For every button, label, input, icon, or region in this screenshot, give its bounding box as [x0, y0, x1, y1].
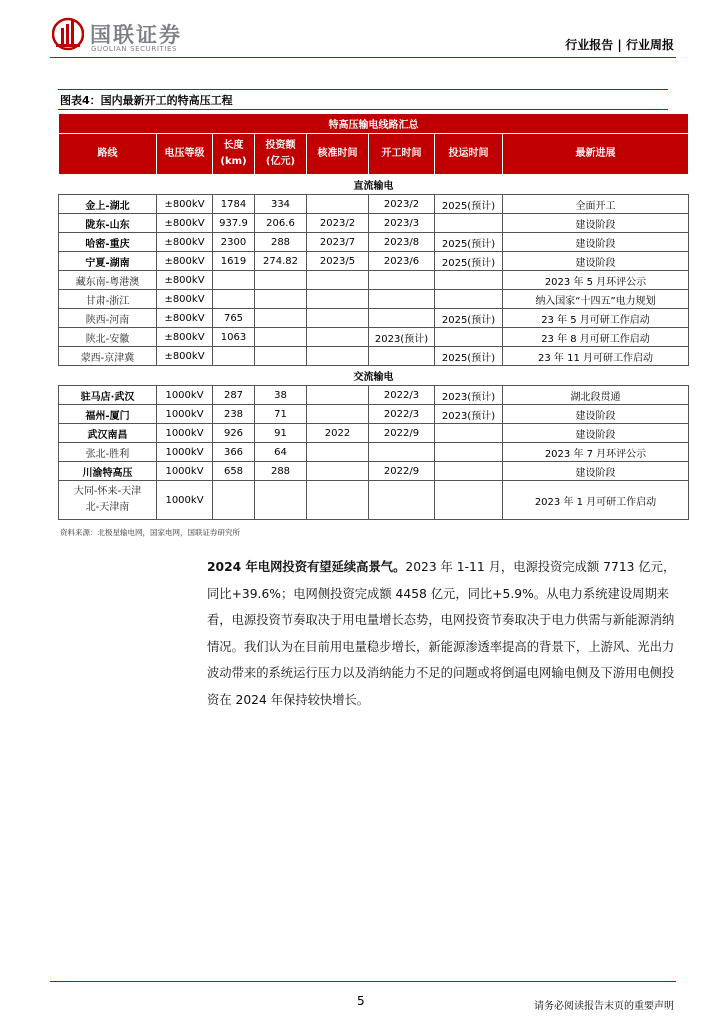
- approval-cell: [307, 405, 369, 424]
- route-cell: 陕西-河南: [59, 309, 157, 328]
- table-row: [59, 443, 689, 462]
- investment-cell: 64: [255, 443, 307, 462]
- report-type: 行业报告 | 行业周报: [565, 38, 674, 52]
- route-cell: 金上-湖北: [59, 195, 157, 214]
- investment-cell: 288: [255, 233, 307, 252]
- length-cell: [213, 271, 255, 290]
- voltage-cell: 1000kV: [157, 481, 213, 520]
- approval-cell: [307, 443, 369, 462]
- operation-cell: [435, 443, 503, 462]
- route-cell: 哈密-重庆: [59, 233, 157, 252]
- col-voltage: 电压等级: [157, 134, 213, 175]
- voltage-cell: 1000kV: [157, 405, 213, 424]
- progress-cell: 建设阶段: [503, 233, 689, 252]
- col-start-date: 开工时间: [369, 134, 435, 175]
- route-cell: 川渝特高压: [59, 462, 157, 481]
- figure-title-rule: [58, 109, 668, 110]
- section-row-dc: [59, 175, 689, 195]
- start-cell: [369, 309, 435, 328]
- company-logo: [52, 16, 192, 56]
- operation-cell: [435, 462, 503, 481]
- voltage-cell: 1000kV: [157, 443, 213, 462]
- length-cell: 1619: [213, 252, 255, 271]
- operation-cell: [435, 328, 503, 347]
- table-title-row: [59, 114, 689, 134]
- length-cell: 1784: [213, 195, 255, 214]
- operation-cell: 2025(预计): [435, 233, 503, 252]
- length-cell: 366: [213, 443, 255, 462]
- route-cell: 大同-怀来-天津 北-天津南: [59, 481, 157, 520]
- investment-cell: 38: [255, 386, 307, 405]
- voltage-cell: ±800kV: [157, 271, 213, 290]
- progress-cell: 23 年 8 月可研工作启动: [503, 328, 689, 347]
- route-cell: 陇东-山东: [59, 214, 157, 233]
- start-cell: 2023/2: [369, 195, 435, 214]
- logo-english-name: GUOLIAN SECURITIES: [91, 45, 178, 53]
- table-title: 特高压输电线路汇总: [59, 114, 689, 134]
- header-divider: [50, 57, 676, 58]
- source-note: 资料来源：北极星输电网，国家电网，国联证券研究所: [60, 528, 240, 537]
- figure-top-rule: [58, 89, 668, 90]
- route-cell: 福州-厦门: [59, 405, 157, 424]
- progress-cell: 建设阶段: [503, 252, 689, 271]
- operation-cell: 2025(预计): [435, 347, 503, 366]
- progress-cell: 建设阶段: [503, 405, 689, 424]
- voltage-cell: ±800kV: [157, 290, 213, 309]
- voltage-cell: ±800kV: [157, 214, 213, 233]
- route-cell: 藏东南-粤港澳: [59, 271, 157, 290]
- operation-cell: 2023(预计): [435, 405, 503, 424]
- table-row: [59, 481, 689, 520]
- investment-cell: [255, 271, 307, 290]
- length-cell: 658: [213, 462, 255, 481]
- route-cell: 陕北-安徽: [59, 328, 157, 347]
- approval-cell: [307, 195, 369, 214]
- approval-cell: 2022: [307, 424, 369, 443]
- table-header-row: [59, 134, 689, 175]
- investment-cell: [255, 309, 307, 328]
- length-cell: 926: [213, 424, 255, 443]
- approval-cell: [307, 271, 369, 290]
- start-cell: 2022/3: [369, 405, 435, 424]
- length-cell: 287: [213, 386, 255, 405]
- progress-cell: 23 年 5 月可研工作启动: [503, 309, 689, 328]
- table-row: [59, 347, 689, 366]
- logo-chinese-name: 国联证券: [90, 23, 182, 47]
- dc-rows: [59, 195, 689, 366]
- investment-cell: 91: [255, 424, 307, 443]
- route-cell: 蒙西-京津冀: [59, 347, 157, 366]
- operation-cell: 2025(预计): [435, 195, 503, 214]
- logo-mark-icon: [52, 16, 84, 52]
- table-row: [59, 309, 689, 328]
- table-row: [59, 214, 689, 233]
- table-row: [59, 233, 689, 252]
- investment-cell: [255, 328, 307, 347]
- paragraph-body: 2023 年 1-11 月，电源投资完成额 7713 亿元，同比+39.6%；电网侧投资完成额 4458 亿元，同比+5.9%。从电力系统建设周期来看，电源投资节奏取决于用电量增长态势，电网投资节奏取决于电力供需与新能源消纳情况。我们认为在目前用电量稳步增长，新能源渗透率提高的背景下，上游风、光出力波动带来的系统运行压力以及消纳能力不足的问题或将倒逼电网输电侧及下游用电侧投资在 2024 年保持较快增长。: [207, 560, 676, 707]
- col-approval-date: 核准时间: [307, 134, 369, 175]
- route-cell: 宁夏-湖南: [59, 252, 157, 271]
- start-cell: 2022/9: [369, 424, 435, 443]
- start-cell: [369, 290, 435, 309]
- disclaimer-notice: 请务必阅读报告末页的重要声明: [534, 1001, 674, 1012]
- approval-cell: [307, 309, 369, 328]
- voltage-cell: ±800kV: [157, 347, 213, 366]
- voltage-cell: ±800kV: [157, 195, 213, 214]
- progress-cell: 建设阶段: [503, 424, 689, 443]
- investment-cell: 206.6: [255, 214, 307, 233]
- progress-cell: 2023 年 7 月环评公示: [503, 443, 689, 462]
- length-cell: [213, 347, 255, 366]
- voltage-cell: 1000kV: [157, 424, 213, 443]
- operation-cell: 2025(预计): [435, 309, 503, 328]
- table-row: [59, 328, 689, 347]
- voltage-cell: ±800kV: [157, 233, 213, 252]
- approval-cell: [307, 328, 369, 347]
- col-progress: 最新进展: [503, 134, 689, 175]
- start-cell: 2023(预计): [369, 328, 435, 347]
- start-cell: [369, 347, 435, 366]
- progress-cell: 2023 年 5 月环评公示: [503, 271, 689, 290]
- route-cell: 驻马店·武汉: [59, 386, 157, 405]
- investment-cell: 274.82: [255, 252, 307, 271]
- col-investment: 投资额 (亿元): [255, 134, 307, 175]
- progress-cell: 23 年 11 月可研工作启动: [503, 347, 689, 366]
- table-row: [59, 195, 689, 214]
- start-cell: [369, 271, 435, 290]
- operation-cell: 2023(预计): [435, 386, 503, 405]
- operation-cell: [435, 214, 503, 233]
- table-row: [59, 252, 689, 271]
- section-row-ac: [59, 366, 689, 386]
- investment-cell: 334: [255, 195, 307, 214]
- operation-cell: [435, 290, 503, 309]
- table-row: [59, 271, 689, 290]
- approval-cell: [307, 290, 369, 309]
- section-ac: 交流输电: [59, 366, 689, 386]
- start-cell: 2022/9: [369, 462, 435, 481]
- body-paragraph: [207, 554, 677, 713]
- table-row: [59, 462, 689, 481]
- length-cell: 765: [213, 309, 255, 328]
- voltage-cell: 1000kV: [157, 462, 213, 481]
- route-cell: 张北-胜利: [59, 443, 157, 462]
- ac-rows: [59, 386, 689, 481]
- section-dc: 直流输电: [59, 175, 689, 195]
- length-cell: [213, 290, 255, 309]
- length-cell: 2300: [213, 233, 255, 252]
- approval-cell: [307, 386, 369, 405]
- route-cell: 甘肃-浙江: [59, 290, 157, 309]
- approval-cell: [307, 347, 369, 366]
- voltage-cell: ±800kV: [157, 328, 213, 347]
- progress-cell: 湖北段贯通: [503, 386, 689, 405]
- paragraph-lead: 2024 年电网投资有望延续高景气。: [207, 560, 406, 574]
- figure-title: 图表4：国内最新开工的特高压工程: [60, 94, 233, 107]
- operation-cell: 2025(预计): [435, 252, 503, 271]
- approval-cell: 2023/5: [307, 252, 369, 271]
- table-row: [59, 386, 689, 405]
- footer-divider: [50, 981, 676, 982]
- length-cell: 937.9: [213, 214, 255, 233]
- approval-cell: 2023/2: [307, 214, 369, 233]
- investment-cell: [255, 347, 307, 366]
- length-cell: 238: [213, 405, 255, 424]
- start-cell: 2023/3: [369, 214, 435, 233]
- progress-cell: 建设阶段: [503, 214, 689, 233]
- start-cell: 2023/6: [369, 252, 435, 271]
- table-row: [59, 424, 689, 443]
- progress-cell: 纳入国家“十四五”电力规划: [503, 290, 689, 309]
- investment-cell: 71: [255, 405, 307, 424]
- voltage-cell: 1000kV: [157, 386, 213, 405]
- investment-cell: 288: [255, 462, 307, 481]
- approval-cell: 2023/7: [307, 233, 369, 252]
- operation-cell: [435, 424, 503, 443]
- table-row: [59, 290, 689, 309]
- approval-cell: [307, 462, 369, 481]
- col-length: 长度 (km): [213, 134, 255, 175]
- uhv-projects-table: [58, 113, 689, 520]
- progress-cell: 2023 年 1 月可研工作启动: [503, 481, 689, 520]
- start-cell: [369, 443, 435, 462]
- start-cell: 2023/8: [369, 233, 435, 252]
- progress-cell: 全面开工: [503, 195, 689, 214]
- operation-cell: [435, 271, 503, 290]
- start-cell: 2022/3: [369, 386, 435, 405]
- route-cell: 武汉南昌: [59, 424, 157, 443]
- col-operation-date: 投运时间: [435, 134, 503, 175]
- table-row: [59, 405, 689, 424]
- progress-cell: 建设阶段: [503, 462, 689, 481]
- col-route: 路线: [59, 134, 157, 175]
- voltage-cell: ±800kV: [157, 252, 213, 271]
- investment-cell: [255, 290, 307, 309]
- length-cell: 1063: [213, 328, 255, 347]
- voltage-cell: ±800kV: [157, 309, 213, 328]
- page-number: 5: [357, 994, 365, 1008]
